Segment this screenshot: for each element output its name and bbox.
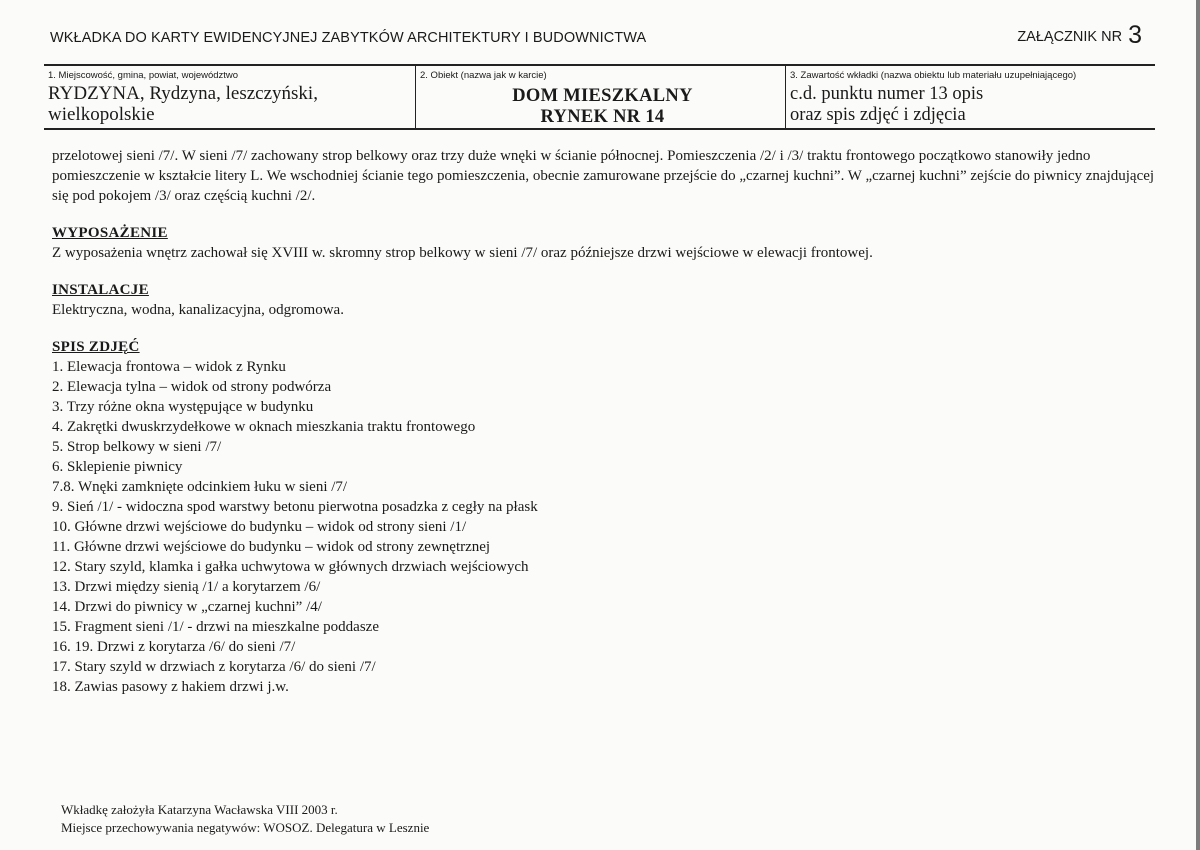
location-field-label: 1. Miejscowość, gmina, powiat, województwo <box>48 70 239 81</box>
document-footer <box>61 801 429 837</box>
contents-line-1: c.d. punktu numer 13 opis <box>790 84 984 104</box>
object-field-label: 2. Obiekt (nazwa jak w karcie) <box>420 70 547 81</box>
installations-section <box>52 280 1157 320</box>
scan-edge <box>1196 0 1200 850</box>
photo-list-item: 15. Fragment sieni /1/ - drzwi na mieszkalne poddasze <box>52 619 379 635</box>
negatives-storage-note: Miejsce przechowywania negatywów: WOSOZ. Delegatura w Lesznie <box>61 820 430 835</box>
photo-list-item: 13. Drzwi między sienią /1/ a korytarzem /6/ <box>52 579 321 595</box>
document-title: WKŁADKA DO KARTY EWIDENCYJNEJ ZABYTKÓW ARCHITEKTURY I BUDOWNICTWA <box>50 30 647 46</box>
photo-list-item: 16. 19. Drzwi z korytarza /6/ do sieni /7/ <box>52 639 296 655</box>
photo-list-item: 18. Zawias pasowy z hakiem drzwi j.w. <box>52 679 289 695</box>
equipment-section <box>52 223 1157 263</box>
photo-list-item: 10. Główne drzwi wejściowe do budynku – widok od strony sieni /1/ <box>52 519 467 535</box>
photo-list-item: 6. Sklepienie piwnicy <box>52 459 183 475</box>
author-note: Wkładkę założyła Katarzyna Wacławska VIII 2003 r. <box>61 802 338 817</box>
photo-list-item: 14. Drzwi do piwnicy w „czarnej kuchni” /4/ <box>52 599 322 615</box>
photo-list-item: 5. Strop belkowy w sieni /7/ <box>52 439 222 455</box>
object-address: RYNEK NR 14 <box>540 107 665 127</box>
photos-heading: SPIS ZDJĘĆ <box>52 339 140 355</box>
object-name: DOM MIESZKALNY <box>512 86 693 106</box>
photo-list <box>52 357 1157 697</box>
annex-number-value: 3 <box>1128 21 1142 49</box>
equipment-heading: WYPOSAŻENIE <box>52 225 168 241</box>
equipment-text: Z wyposażenia wnętrz zachował się XVIII w. skromny strop belkowy w sieni /7/ oraz późniejsze drzwi wejściowe w elewacji frontowej. <box>52 245 873 261</box>
photo-list-item: 3. Trzy różne okna występujące w budynku <box>52 399 314 415</box>
photo-list-item: 12. Stary szyld, klamka i gałka uchwytowa w głównych drzwiach wejściowych <box>52 559 529 575</box>
photo-list-item: 1. Elewacja frontowa – widok z Rynku <box>52 359 286 375</box>
location-field <box>44 66 415 128</box>
header-fields-table <box>44 64 1155 130</box>
description-paragraph: przelotowej sieni /7/. W sieni /7/ zachowany strop belkowy oraz trzy duże wnęki w ścianie północnej. Pomieszczenia /2/ i /3/ traktu frontowego początkowo stanowiły jedno pomieszczenie w kształcie litery L. We wschodniej ścianie tego pomieszczenia, obecnie zamurowane przejście do „czarnej kuchni”. W „czarnej kuchni” zejście do piwnicy znajdującej się pod pokojem /3/ oraz częścią kuchni /2/. <box>52 148 1155 204</box>
photos-section <box>52 337 1157 697</box>
photo-list-item: 17. Stary szyld w drzwiach z korytarza /6/ do sieni /7/ <box>52 659 376 675</box>
photo-list-item: 4. Zakrętki dwuskrzydełkowe w oknach mieszkania traktu frontowego <box>52 419 476 435</box>
photo-list-item: 11. Główne drzwi wejściowe do budynku – widok od strony zewnętrznej <box>52 539 491 555</box>
location-line-2: wielkopolskie <box>48 104 155 125</box>
photo-list-item: 7.8. Wnęki zamknięte odcinkiem łuku w sieni /7/ <box>52 479 348 495</box>
contents-line-2: oraz spis zdjęć i zdjęcia <box>790 105 966 125</box>
object-field <box>415 66 785 128</box>
annex-label: ZAŁĄCZNIK NR <box>1017 29 1123 45</box>
photo-list-item: 9. Sień /1/ - widoczna spod warstwy betonu pierwotna posadzka z cegły na płask <box>52 499 538 515</box>
contents-field <box>785 66 1155 128</box>
photo-list-item: 2. Elewacja tylna – widok od strony podwórza <box>52 379 332 395</box>
contents-field-label: 3. Zawartość wkładki (nazwa obiektu lub materiału uzupełniającego) <box>790 70 1077 81</box>
annex-number <box>1017 21 1142 50</box>
installations-heading: INSTALACJE <box>52 282 149 298</box>
installations-text: Elektryczna, wodna, kanalizacyjna, odgromowa. <box>52 302 344 318</box>
location-line-1: RYDZYNA, Rydzyna, leszczyński, <box>48 83 318 104</box>
document-body <box>52 146 1157 697</box>
